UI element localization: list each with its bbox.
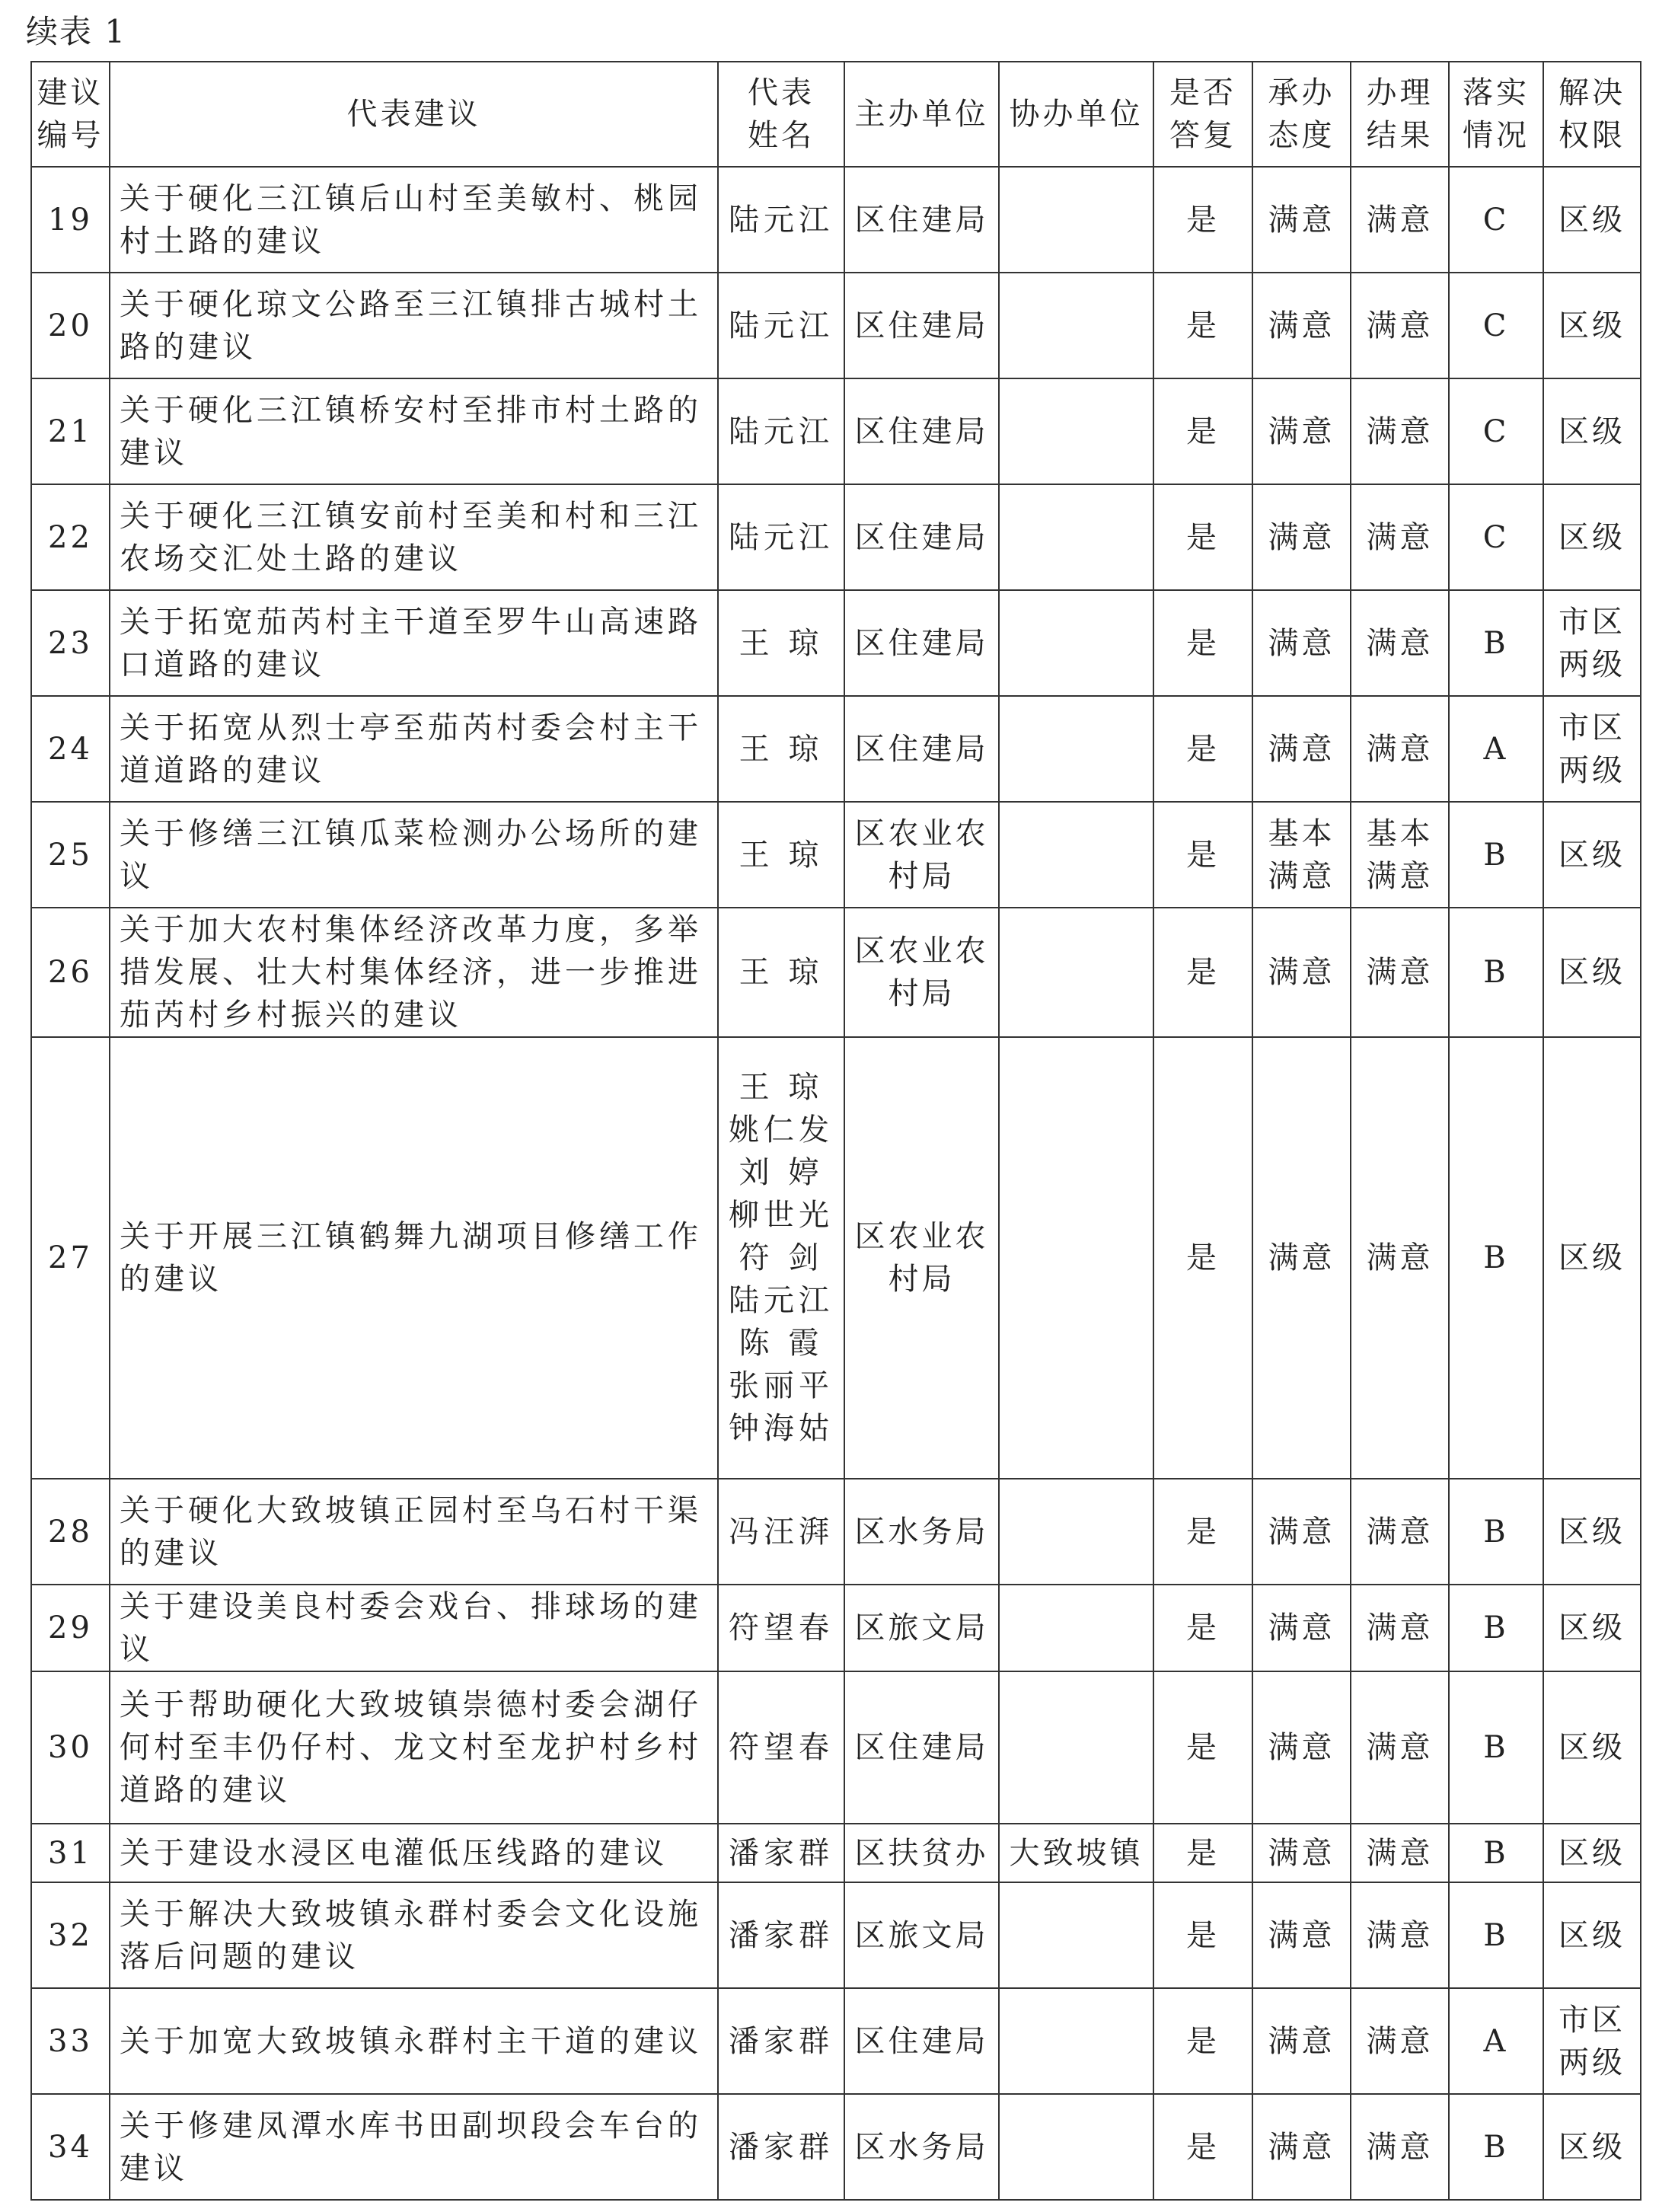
cell-no: 22 — [31, 484, 110, 590]
cell-rep: 陆元江 — [718, 484, 844, 590]
cell-assist — [999, 273, 1153, 378]
cell-lead: 区水务局 — [844, 2094, 999, 2200]
cell-replied: 是 — [1153, 484, 1252, 590]
table-row — [31, 484, 1641, 590]
cell-topic: 关于硬化三江镇安前村至美和村和三江农场交汇处土路的建议 — [110, 484, 718, 590]
cell-authority: 区级 — [1543, 273, 1641, 378]
cell-attitude: 满意 — [1252, 1824, 1351, 1882]
header-cell-authority: 解决 权限 — [1543, 62, 1641, 167]
cell-status: C — [1449, 167, 1543, 273]
cell-no: 20 — [31, 273, 110, 378]
cell-status: A — [1449, 1988, 1543, 2094]
cell-replied: 是 — [1153, 1824, 1252, 1882]
cell-result: 基本 满意 — [1351, 802, 1449, 908]
header-cell-result: 办理 结果 — [1351, 62, 1449, 167]
cell-status: C — [1449, 378, 1543, 484]
cell-assist — [999, 802, 1153, 908]
cell-result: 满意 — [1351, 1824, 1449, 1882]
cell-assist — [999, 1882, 1153, 1988]
cell-status: B — [1449, 802, 1543, 908]
cell-topic: 关于修缮三江镇瓜菜检测办公场所的建议 — [110, 802, 718, 908]
cell-rep: 陆元江 — [718, 378, 844, 484]
cell-status: A — [1449, 696, 1543, 802]
cell-authority: 区级 — [1543, 167, 1641, 273]
cell-lead: 区住建局 — [844, 273, 999, 378]
cell-no: 21 — [31, 378, 110, 484]
table-row — [31, 1824, 1641, 1882]
cell-result: 满意 — [1351, 696, 1449, 802]
cell-result: 满意 — [1351, 1479, 1449, 1585]
cell-authority: 区级 — [1543, 802, 1641, 908]
cell-topic: 关于建设水浸区电灌低压线路的建议 — [110, 1824, 718, 1882]
cell-result: 满意 — [1351, 273, 1449, 378]
cell-rep: 王 琼 姚仁发 刘 婷 柳世光 符 剑 陆元江 陈 霞 张丽平 钟海姑 — [718, 1037, 844, 1479]
cell-replied: 是 — [1153, 1988, 1252, 2094]
table-row — [31, 1882, 1641, 1988]
cell-result: 满意 — [1351, 1882, 1449, 1988]
cell-authority: 区级 — [1543, 484, 1641, 590]
cell-result: 满意 — [1351, 484, 1449, 590]
cell-topic: 关于拓宽茄芮村主干道至罗牛山高速路口道路的建议 — [110, 590, 718, 696]
cell-no: 24 — [31, 696, 110, 802]
cell-lead: 区水务局 — [844, 1479, 999, 1585]
table-row — [31, 1585, 1641, 1671]
cell-authority: 区级 — [1543, 1585, 1641, 1671]
cell-assist — [999, 1988, 1153, 2094]
table-row — [31, 378, 1641, 484]
cell-attitude: 满意 — [1252, 167, 1351, 273]
table-row — [31, 1037, 1641, 1479]
cell-topic: 关于开展三江镇鹤舞九湖项目修缮工作的建议 — [110, 1037, 718, 1479]
cell-rep: 王 琼 — [718, 696, 844, 802]
cell-topic: 关于帮助硬化大致坡镇崇德村委会湖仔何村至丰仍仔村、龙文村至龙护村乡村道路的建议 — [110, 1671, 718, 1824]
cell-replied: 是 — [1153, 167, 1252, 273]
cell-status: C — [1449, 484, 1543, 590]
cell-status: B — [1449, 1882, 1543, 1988]
header-cell-assist: 协办单位 — [999, 62, 1153, 167]
table-row — [31, 908, 1641, 1037]
cell-result: 满意 — [1351, 378, 1449, 484]
cell-authority: 市区 两级 — [1543, 590, 1641, 696]
cell-authority: 市区 两级 — [1543, 1988, 1641, 2094]
cell-replied: 是 — [1153, 1882, 1252, 1988]
cell-authority: 区级 — [1543, 1479, 1641, 1585]
cell-result: 满意 — [1351, 590, 1449, 696]
cell-attitude: 满意 — [1252, 1585, 1351, 1671]
cell-assist — [999, 378, 1153, 484]
cell-no: 31 — [31, 1824, 110, 1882]
cell-lead: 区住建局 — [844, 167, 999, 273]
cell-rep: 王 琼 — [718, 908, 844, 1037]
cell-replied: 是 — [1153, 1037, 1252, 1479]
cell-no: 23 — [31, 590, 110, 696]
cell-replied: 是 — [1153, 2094, 1252, 2200]
cell-attitude: 满意 — [1252, 1988, 1351, 2094]
table-row — [31, 1671, 1641, 1824]
header-cell-replied: 是否 答复 — [1153, 62, 1252, 167]
cell-authority: 市区 两级 — [1543, 696, 1641, 802]
header-row — [31, 62, 1641, 167]
cell-result: 满意 — [1351, 2094, 1449, 2200]
cell-attitude: 满意 — [1252, 484, 1351, 590]
cell-result: 满意 — [1351, 1988, 1449, 2094]
cell-topic: 关于硬化三江镇后山村至美敏村、桃园村土路的建议 — [110, 167, 718, 273]
cell-authority: 区级 — [1543, 1671, 1641, 1824]
cell-attitude: 满意 — [1252, 908, 1351, 1037]
cell-rep: 王 琼 — [718, 590, 844, 696]
cell-authority: 区级 — [1543, 1824, 1641, 1882]
cell-status: B — [1449, 908, 1543, 1037]
cell-result: 满意 — [1351, 1671, 1449, 1824]
cell-replied: 是 — [1153, 696, 1252, 802]
cell-replied: 是 — [1153, 378, 1252, 484]
cell-lead: 区农业农 村局 — [844, 802, 999, 908]
cell-lead: 区住建局 — [844, 590, 999, 696]
table-row — [31, 590, 1641, 696]
cell-attitude: 满意 — [1252, 1037, 1351, 1479]
cell-status: B — [1449, 1037, 1543, 1479]
header-cell-lead: 主办单位 — [844, 62, 999, 167]
cell-rep: 陆元江 — [718, 273, 844, 378]
cell-rep: 符望春 — [718, 1671, 844, 1824]
cell-assist: 大致坡镇 — [999, 1824, 1153, 1882]
cell-result: 满意 — [1351, 908, 1449, 1037]
cell-status: B — [1449, 1671, 1543, 1824]
cell-assist — [999, 696, 1153, 802]
cell-no: 29 — [31, 1585, 110, 1671]
table-row — [31, 167, 1641, 273]
cell-lead: 区旅文局 — [844, 1585, 999, 1671]
cell-attitude: 满意 — [1252, 590, 1351, 696]
table-row — [31, 696, 1641, 802]
suggestions-table — [30, 61, 1641, 2201]
cell-topic: 关于修建凤潭水库书田副坝段会车台的建议 — [110, 2094, 718, 2200]
cell-no: 28 — [31, 1479, 110, 1585]
cell-rep: 王 琼 — [718, 802, 844, 908]
cell-assist — [999, 590, 1153, 696]
cell-status: B — [1449, 1585, 1543, 1671]
cell-lead: 区住建局 — [844, 378, 999, 484]
cell-topic: 关于拓宽从烈士亭至茄芮村委会村主干道道路的建议 — [110, 696, 718, 802]
cell-no: 33 — [31, 1988, 110, 2094]
cell-replied: 是 — [1153, 1585, 1252, 1671]
cell-replied: 是 — [1153, 590, 1252, 696]
cell-topic: 关于硬化三江镇桥安村至排市村土路的建议 — [110, 378, 718, 484]
cell-authority: 区级 — [1543, 1037, 1641, 1479]
cell-status: B — [1449, 1824, 1543, 1882]
cell-lead: 区住建局 — [844, 1988, 999, 2094]
cell-topic: 关于硬化琼文公路至三江镇排古城村土路的建议 — [110, 273, 718, 378]
header-cell-status: 落实 情况 — [1449, 62, 1543, 167]
cell-lead: 区农业农 村局 — [844, 908, 999, 1037]
cell-lead: 区住建局 — [844, 1671, 999, 1824]
cell-no: 32 — [31, 1882, 110, 1988]
cell-replied: 是 — [1153, 1479, 1252, 1585]
table-row — [31, 1988, 1641, 2094]
cell-lead: 区住建局 — [844, 484, 999, 590]
cell-assist — [999, 1671, 1153, 1824]
cell-authority: 区级 — [1543, 378, 1641, 484]
cell-no: 19 — [31, 167, 110, 273]
cell-rep: 潘家群 — [718, 1824, 844, 1882]
table-row — [31, 802, 1641, 908]
cell-replied: 是 — [1153, 802, 1252, 908]
cell-status: C — [1449, 273, 1543, 378]
cell-replied: 是 — [1153, 1671, 1252, 1824]
cell-topic: 关于建设美良村委会戏台、排球场的建议 — [110, 1585, 718, 1671]
cell-rep: 符望春 — [718, 1585, 844, 1671]
cell-rep: 冯汪湃 — [718, 1479, 844, 1585]
cell-topic: 关于硬化大致坡镇正园村至乌石村干渠的建议 — [110, 1479, 718, 1585]
cell-rep: 潘家群 — [718, 1988, 844, 2094]
cell-topic: 关于解决大致坡镇永群村委会文化设施落后问题的建议 — [110, 1882, 718, 1988]
cell-status: B — [1449, 1479, 1543, 1585]
cell-result: 满意 — [1351, 1037, 1449, 1479]
cell-no: 30 — [31, 1671, 110, 1824]
cell-lead: 区扶贫办 — [844, 1824, 999, 1882]
header-cell-no: 建议 编号 — [31, 62, 110, 167]
cell-rep: 潘家群 — [718, 1882, 844, 1988]
cell-result: 满意 — [1351, 167, 1449, 273]
cell-attitude: 满意 — [1252, 1882, 1351, 1988]
cell-attitude: 满意 — [1252, 696, 1351, 802]
cell-lead: 区旅文局 — [844, 1882, 999, 1988]
cell-rep: 陆元江 — [718, 167, 844, 273]
cell-attitude: 满意 — [1252, 1671, 1351, 1824]
cell-no: 25 — [31, 802, 110, 908]
cell-assist — [999, 484, 1153, 590]
cell-attitude: 满意 — [1252, 1479, 1351, 1585]
cell-attitude: 满意 — [1252, 2094, 1351, 2200]
cell-assist — [999, 1037, 1153, 1479]
cell-attitude: 满意 — [1252, 378, 1351, 484]
header-cell-rep: 代表 姓名 — [718, 62, 844, 167]
cell-assist — [999, 167, 1153, 273]
cell-topic: 关于加大农村集体经济改革力度，多举措发展、壮大村集体经济，进一步推进茄芮村乡村振兴的建议 — [110, 908, 718, 1037]
cell-assist — [999, 1585, 1153, 1671]
cell-assist — [999, 908, 1153, 1037]
cell-authority: 区级 — [1543, 908, 1641, 1037]
cell-status: B — [1449, 2094, 1543, 2200]
header-cell-topic: 代表建议 — [110, 62, 718, 167]
cell-assist — [999, 2094, 1153, 2200]
table-caption: 续表 1 — [26, 13, 127, 50]
table-body — [31, 167, 1641, 2200]
cell-rep: 潘家群 — [718, 2094, 844, 2200]
cell-assist — [999, 1479, 1153, 1585]
cell-lead: 区农业农 村局 — [844, 1037, 999, 1479]
header-cell-attitude: 承办 态度 — [1252, 62, 1351, 167]
cell-no: 27 — [31, 1037, 110, 1479]
table-row — [31, 1479, 1641, 1585]
cell-no: 34 — [31, 2094, 110, 2200]
cell-topic: 关于加宽大致坡镇永群村主干道的建议 — [110, 1988, 718, 2094]
table-row — [31, 273, 1641, 378]
cell-attitude: 满意 — [1252, 273, 1351, 378]
cell-no: 26 — [31, 908, 110, 1037]
cell-status: B — [1449, 590, 1543, 696]
table-row — [31, 2094, 1641, 2200]
cell-authority: 区级 — [1543, 1882, 1641, 1988]
cell-authority: 区级 — [1543, 2094, 1641, 2200]
cell-replied: 是 — [1153, 273, 1252, 378]
cell-result: 满意 — [1351, 1585, 1449, 1671]
cell-replied: 是 — [1153, 908, 1252, 1037]
cell-lead: 区住建局 — [844, 696, 999, 802]
cell-attitude: 基本 满意 — [1252, 802, 1351, 908]
